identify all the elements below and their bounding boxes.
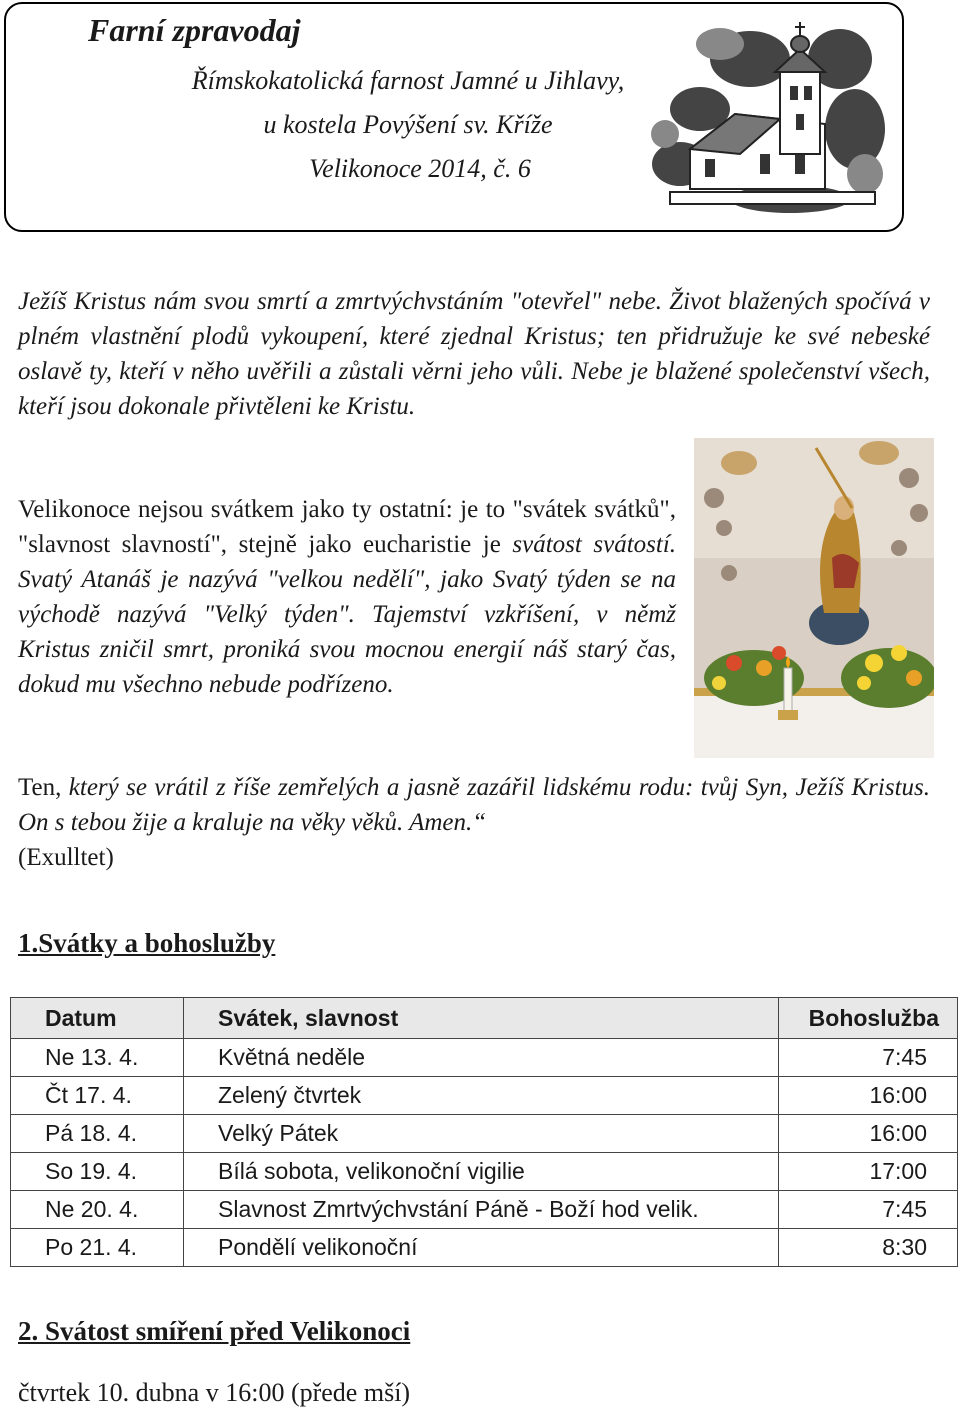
church-name: u kostela Povýšení sv. Kříže <box>263 110 553 139</box>
cell-feast: Slavnost Zmrtvýchvstání Páně - Boží hod velik. <box>184 1191 779 1229</box>
parish-name: Římskokatolická farnost Jamné u Jihlavy, <box>191 66 625 95</box>
church-illustration <box>650 14 885 219</box>
cell-date: Po 21. 4. <box>11 1229 184 1267</box>
table-row <box>11 1191 958 1229</box>
column-header-date: Datum <box>11 998 184 1039</box>
cell-date: Ne 20. 4. <box>11 1191 184 1229</box>
section-1-heading: 1.Svátky a bohoslužby <box>18 928 276 958</box>
cell-time: 7:45 <box>779 1191 958 1229</box>
cell-time: 17:00 <box>779 1153 958 1191</box>
services-table <box>10 997 958 1267</box>
table-row <box>11 1039 958 1077</box>
table-row <box>11 1229 958 1267</box>
issue-label: Velikonoce 2014, č. 6 <box>309 154 531 183</box>
column-header-service: Bohoslužba <box>779 998 958 1039</box>
intro-paragraph-1: Ježíš Kristus nám svou smrtí a zmrtvýchvstáním "otevřel" nebe. Život blažených spočívá v plném vlastnění plodů vykoupení, které zjednal Kristus; ten přidružuje ke své nebeské oslavě ty, kteří v něho uvěřili a zůstali věrni jeho vůli. Nebe je blažené společenství všech, kteří jsou dokonale přivtěleni ke Kristu. <box>18 288 930 420</box>
newsletter-title: Farní zpravodaj <box>88 12 301 48</box>
cell-date: Pá 18. 4. <box>11 1115 184 1153</box>
cell-time: 8:30 <box>779 1229 958 1267</box>
cell-date: Ne 13. 4. <box>11 1039 184 1077</box>
cell-feast: Velký Pátek <box>184 1115 779 1153</box>
cell-feast: Zelený čtvrtek <box>184 1077 779 1115</box>
cell-time: 16:00 <box>779 1077 958 1115</box>
cell-date: Čt 17. 4. <box>11 1077 184 1115</box>
cell-time: 7:45 <box>779 1039 958 1077</box>
cell-time: 16:00 <box>779 1115 958 1153</box>
intro-paragraph-2: Velikonoce nejsou svátkem jako ty ostatní: je to "svátek svátků", "slavnost slavností", stejně jako eucharistie je svátost svátostí. Svatý Atanáš je nazývá "velkou nedělí", jako Svatý týden se na východě nazývá "Velký týden". Tajemství vzkříšení, v němž Kristus zničil smrt, proniká svou mocnou energií náš starý čas, dokud mu všechno nebude podřízeno. <box>18 496 677 698</box>
cell-feast: Pondělí velikonoční <box>184 1229 779 1267</box>
table-row <box>11 1077 958 1115</box>
table-row <box>11 1153 958 1191</box>
altar-photo <box>694 438 934 758</box>
cell-feast: Květná neděle <box>184 1039 779 1077</box>
table-row <box>11 1115 958 1153</box>
confession-time: čtvrtek 10. dubna v 16:00 (přede mší) <box>18 1378 411 1407</box>
section-2-heading: 2. Svátost smíření před Velikonoci <box>18 1316 411 1346</box>
cell-feast: Bílá sobota, velikonoční vigilie <box>184 1153 779 1191</box>
table-header-row <box>11 998 958 1039</box>
cell-date: So 19. 4. <box>11 1153 184 1191</box>
column-header-feast: Svátek, slavnost <box>184 998 779 1039</box>
intro-paragraph-3: Ten, který se vrátil z říše zemřelých a jasně zazářil lidskému rodu: tvůj Syn, Ježíš Kristus. On s tebou žije a kraluje na věky věků. Amen.“ (Exulltet) <box>18 774 930 871</box>
